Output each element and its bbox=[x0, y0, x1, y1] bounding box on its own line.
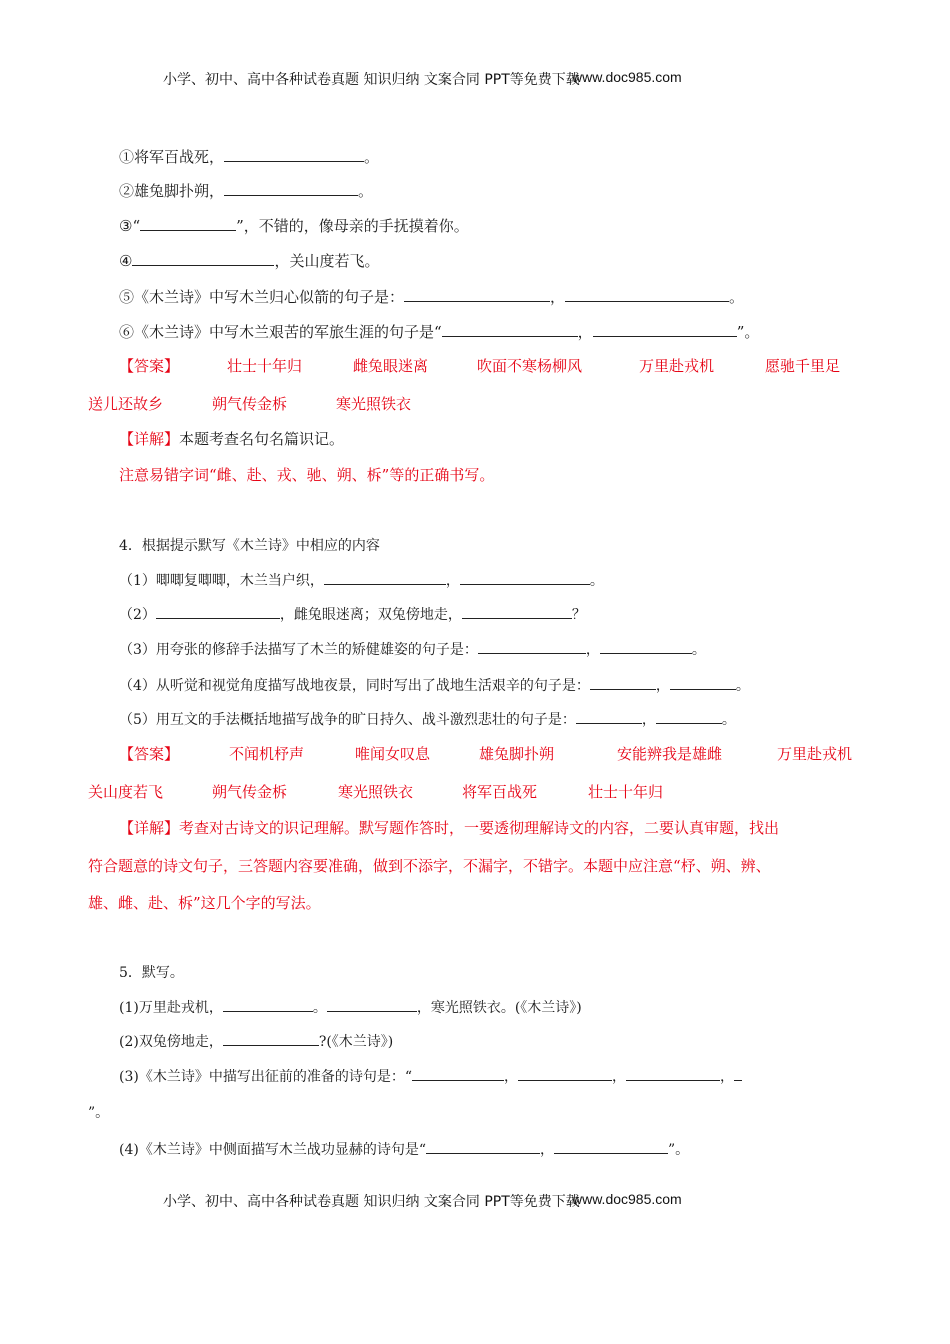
blank[interactable] bbox=[324, 570, 446, 585]
q4-item-5: （5）用互文的手法概括地描写战争的旷日持久、战斗激烈悲壮的句子是： ， 。 bbox=[119, 709, 736, 731]
blank[interactable] bbox=[426, 1139, 540, 1154]
q3-detail: 【详解】本题考查名句名篇识记。 bbox=[119, 430, 345, 448]
blank[interactable] bbox=[327, 997, 417, 1012]
q5-item-1: (1)万里赴戎机， 。 ，寒光照铁衣。(《木兰诗》) bbox=[119, 997, 582, 1019]
q4-title: 4．根据提示默写《木兰诗》中相应的内容 bbox=[119, 538, 380, 554]
q4-item-4: （4）从听觉和视觉角度描写战地夜景，同时写出了战地生活艰辛的句子是： ， 。 bbox=[119, 675, 750, 697]
q3-answer-line-1: 【答案】 壮士十年归 雌兔眼迷离 吹面不寒杨柳风 万里赴戎机 愿驰千里足 bbox=[119, 357, 841, 375]
blank[interactable] bbox=[518, 1066, 612, 1081]
answer-label: 【答案】 bbox=[119, 357, 180, 375]
blank[interactable] bbox=[223, 997, 313, 1012]
blank[interactable] bbox=[734, 1066, 742, 1081]
blank[interactable] bbox=[412, 1066, 504, 1081]
q3-item-3: ③“ ”，不错的，像母亲的手抚摸着你。 bbox=[119, 217, 469, 235]
q3-item-2: ②雄兔脚扑朔， 。 bbox=[119, 182, 374, 200]
q3-item-5: ⑤《木兰诗》中写木兰归心似箭的句子是： ， 。 bbox=[119, 288, 745, 306]
blank[interactable] bbox=[590, 675, 656, 690]
blank[interactable] bbox=[670, 675, 736, 690]
q3-note: 注意易错字词“雌、赴、戎、驰、朔、柝”等的正确书写。 bbox=[119, 466, 495, 484]
q3-item-6: ⑥《木兰诗》中写木兰艰苦的军旅生涯的句子是“ ， ”。 bbox=[119, 323, 760, 341]
blank[interactable] bbox=[593, 322, 737, 337]
blank[interactable] bbox=[442, 322, 578, 337]
blank[interactable] bbox=[224, 147, 364, 162]
q5-item-4: (4)《木兰诗》中侧面描写木兰战功显赫的诗句是“ ， ”。 bbox=[119, 1139, 689, 1161]
blank[interactable] bbox=[404, 287, 550, 302]
blank[interactable] bbox=[478, 639, 586, 654]
blank[interactable] bbox=[576, 709, 642, 724]
q5-item-2: (2)双兔傍地走， ?(《木兰诗》) bbox=[119, 1031, 393, 1053]
q4-detail-line-2: 符合题意的诗文句子，三答题内容要准确，做到不添字，不漏字，不错字。本题中应注意“杼、朔、辨、 bbox=[88, 857, 771, 875]
blank[interactable] bbox=[156, 604, 280, 619]
q4-answer-line-2: 关山度若飞 朔气传金柝 寒光照铁衣 将军百战死 壮士十年归 bbox=[88, 783, 664, 801]
header-site-link[interactable]: www.doc985.com bbox=[572, 69, 682, 85]
blank[interactable] bbox=[462, 604, 572, 619]
q4-detail-line-3: 雄、雌、赴、柝”这几个字的写法。 bbox=[88, 894, 321, 912]
q3-item-1: ①将军百战死， 。 bbox=[119, 148, 380, 166]
blank[interactable] bbox=[224, 181, 358, 196]
q4-item-3: （3）用夸张的修辞手法描写了木兰的矫健雄姿的句子是： ， 。 bbox=[119, 639, 706, 661]
page-header bbox=[0, 69, 950, 91]
blank[interactable] bbox=[223, 1031, 319, 1046]
q5-item-3-cont: ”。 bbox=[88, 1105, 110, 1121]
q4-item-2: （2） ，雌兔眼迷离；双兔傍地走， ？ bbox=[119, 604, 586, 626]
q5-title: 5．默写。 bbox=[119, 965, 184, 981]
detail-label: 【详解】 bbox=[119, 819, 180, 837]
blank[interactable] bbox=[554, 1139, 668, 1154]
q4-answer-line-1: 【答案】 不闻机杼声 唯闻女叹息 雄兔脚扑朔 安能辨我是雄雌 万里赴戎机 bbox=[119, 745, 853, 763]
q3-answer-line-2: 送儿还故乡 朔气传金柝 寒光照铁衣 bbox=[88, 395, 412, 413]
blank[interactable] bbox=[140, 216, 236, 231]
header-tagline: 小学、初中、高中各种试卷真题 知识归纳 文案合同 PPT等免费下载 bbox=[163, 72, 580, 88]
q4-detail-line-1: 【详解】考查对古诗文的识记理解。默写题作答时，一要透彻理解诗文的内容，二要认真审题，找出 bbox=[119, 819, 780, 837]
footer-tagline: 小学、初中、高中各种试卷真题 知识归纳 文案合同 PPT等免费下载 bbox=[163, 1194, 580, 1210]
q5-item-3: (3)《木兰诗》中描写出征前的准备的诗句是：“ ， ， ， bbox=[119, 1066, 742, 1088]
answer-label: 【答案】 bbox=[119, 745, 180, 763]
blank[interactable] bbox=[626, 1066, 720, 1081]
blank[interactable] bbox=[600, 639, 692, 654]
q4-item-1: （1）唧唧复唧唧，木兰当户织， ， 。 bbox=[119, 570, 604, 592]
blank[interactable] bbox=[460, 570, 590, 585]
detail-label: 【详解】 bbox=[119, 430, 180, 448]
q3-item-4: ④ ，关山度若飞。 bbox=[119, 252, 380, 270]
footer-site-link[interactable]: www.doc985.com bbox=[572, 1191, 682, 1207]
blank[interactable] bbox=[132, 251, 274, 266]
page-footer bbox=[0, 1191, 950, 1213]
blank[interactable] bbox=[565, 287, 729, 302]
blank[interactable] bbox=[656, 709, 722, 724]
